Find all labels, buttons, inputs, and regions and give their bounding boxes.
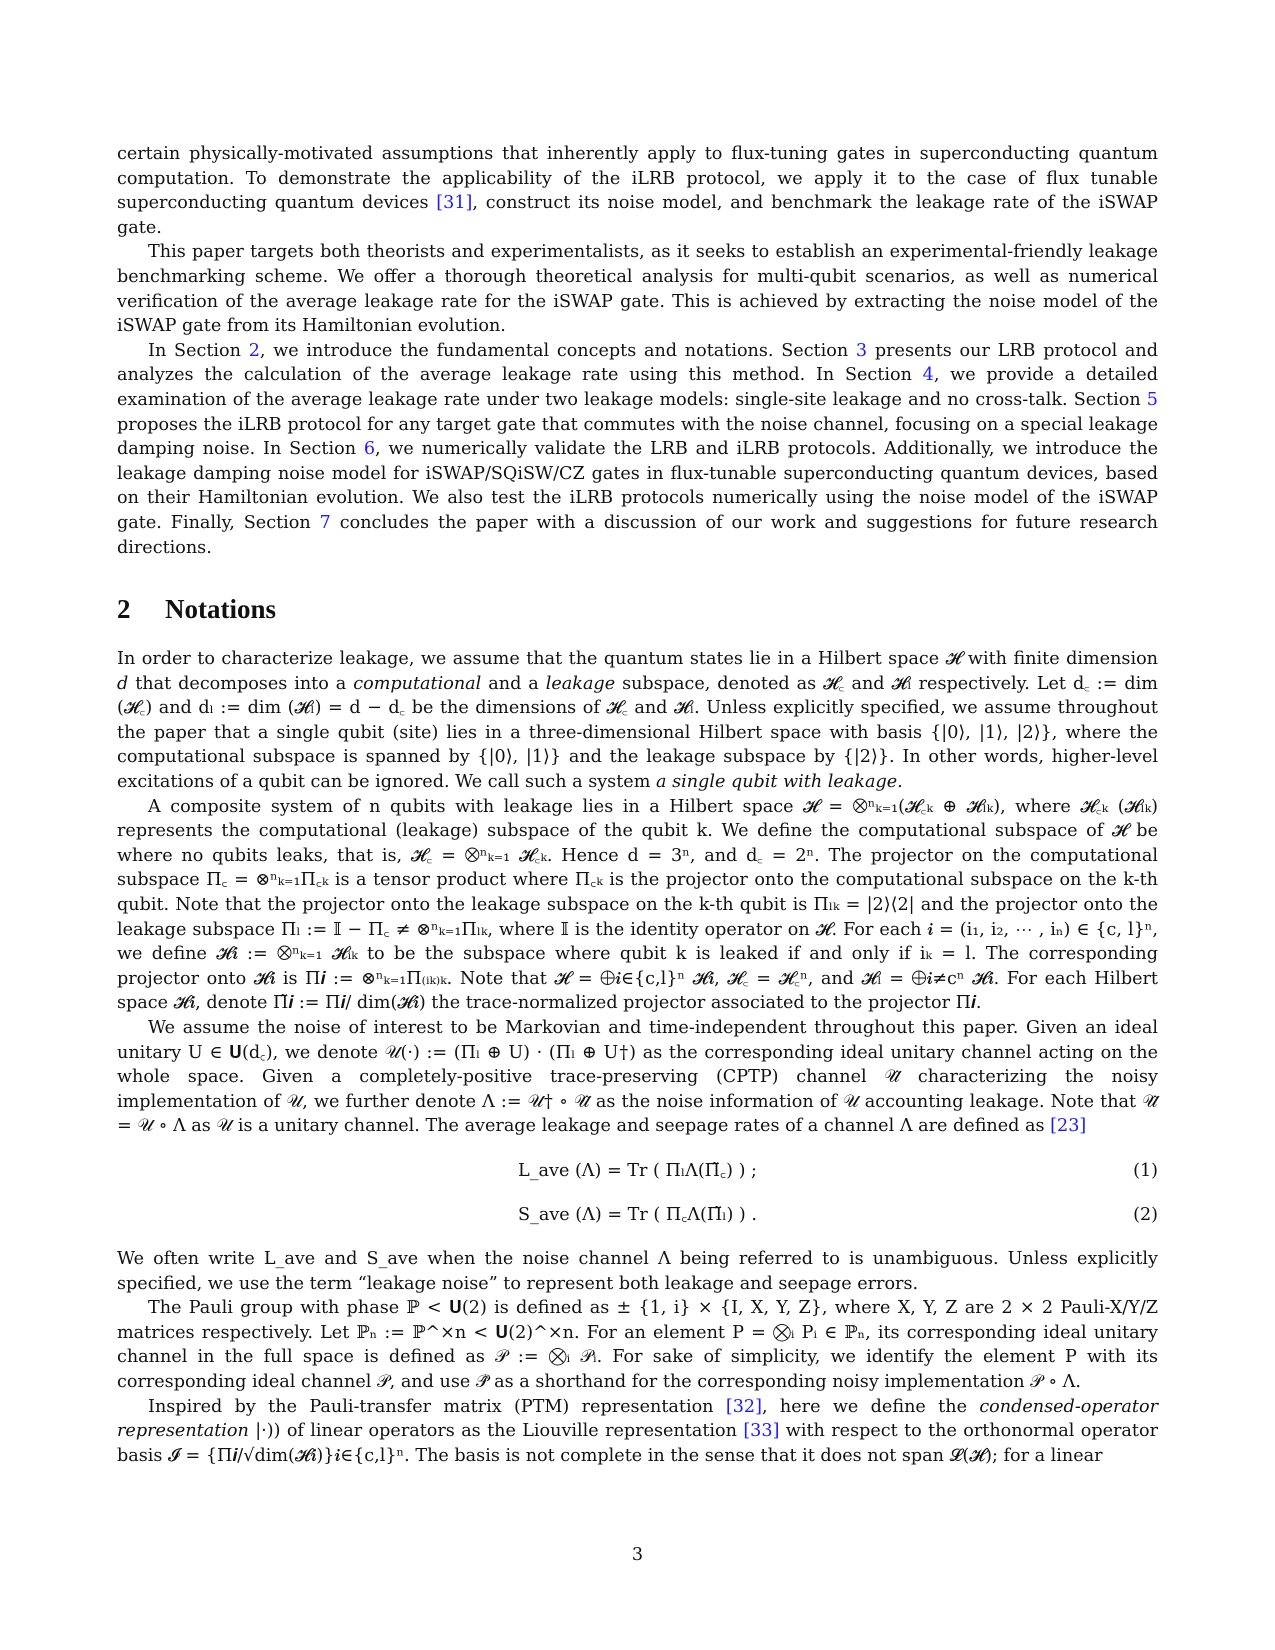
text-run: and a: [481, 673, 546, 694]
equation-row: [117, 1193, 1158, 1237]
equation-row: [117, 1149, 1158, 1193]
text-run: A composite system of n qubits with leakage lies in a Hilbert space 𝓗 = ⨂ⁿₖ₌₁(𝓗꜀ₖ ⊕ 𝓗ₗₖ), where 𝓗꜀ₖ (𝓗ₗₖ) represents the computational (leakage) subspace of the qubit k. We define the computational subspace of 𝓗 be where no qubits leaks, that is, 𝓗꜀ = ⨂ⁿₖ₌₁ 𝓗꜀ₖ. Hence d = 3ⁿ, and d꜀ = 2ⁿ. The projector on the computational subspace Π꜀ = ⊗ⁿₖ₌₁Π꜀ₖ is a tensor product where Π꜀ₖ is the projector onto the computational subspace on the k-th qubit. Note that the projector onto the leakage subspace on the k-th qubit is Πₗₖ = |2⟩⟨2| and the projector onto the leakage subspace Πₗ := 𝕀 − Π꜀ ≠ ⊗ⁿₖ₌₁Πₗₖ, where 𝕀 is the identity operator on 𝓗. For each 𝒊 = (i₁, i₂, ⋯ , iₙ) ∈ {c, l}ⁿ, we define 𝓗𝒊 := ⨂ⁿₖ₌₁ 𝓗ᵢₖ to be the subspace where qubit k is leaked if and only if iₖ = l. The corresponding projector onto 𝓗𝒊 is Π𝒊 := ⊗ⁿₖ₌₁Π₍ᵢₖ₎ₖ. Note that 𝓗 = ⨁𝒊∈{c,l}ⁿ 𝓗𝒊, 𝓗꜀ = 𝓗꜀ⁿ, and 𝓗ₗ = ⨁𝒊≠cⁿ 𝓗𝒊. For each Hilbert space 𝓗𝒊, denote Π̃𝒊 := Π𝒊/ dim(𝓗𝒊) the trace-normalized projector associated to the projector Π𝒊.: [117, 796, 1158, 1014]
emphasized-text: condensed-operator representation: [117, 1396, 1158, 1442]
citation-link[interactable]: 5: [1146, 389, 1158, 410]
citation-link[interactable]: [32]: [725, 1396, 762, 1417]
citation-link[interactable]: 3: [855, 340, 868, 361]
citation-link[interactable]: [31]: [436, 193, 473, 214]
paragraph-intro-continued: [117, 142, 1158, 240]
paragraph-noise-assumption: [117, 1016, 1158, 1139]
citation-link[interactable]: 2: [248, 340, 260, 361]
text-run: proposes the iLRB protocol for any target gate that commutes with the noise channel, focusing on a special leakage damping noise. In Section: [117, 414, 1158, 460]
section-number: 2: [117, 594, 131, 625]
citation-link[interactable]: [33]: [743, 1421, 780, 1442]
paragraph-pauli-group: [117, 1296, 1158, 1394]
paragraph-audience: [117, 240, 1158, 338]
text-run: , here we define the: [761, 1396, 980, 1417]
paragraph-condensed-operator: [117, 1395, 1158, 1469]
text-run: We assume the noise of interest to be Markovian and time-independent throughout this paper. Given an ideal unitary U ∈ 𝐔(d꜀), we denote 𝒰(·) := (Πₗ ⊕ U) · (Πₗ ⊕ U†) as the corresponding ideal unitary channel acting on the whole space. Given a completely-positive trace-preserving (CPTP) channel 𝒰̂ characterizing the noisy implementation of 𝒰, we further denote Λ := 𝒰† ∘ 𝒰̂ as the noise information of 𝒰 accounting leakage. Note that 𝒰̂ = 𝒰 ∘ Λ as 𝒰 is a unitary channel. The average leakage and seepage rates of a channel Λ are defined as: [117, 1018, 1158, 1137]
text-run: certain physically-motivated assumptions that inherently apply to flux-tuning gates in superconducting quantum computation. To demonstrate the applicability of the iLRB protocol, we apply it to the case of flux tunable superconducting quantum devices: [117, 144, 1158, 214]
text-run: In Section: [148, 340, 249, 361]
text-run: presents our LRB protocol and analyzes the calculation of the average leakage rate using this method. In Section: [117, 340, 1159, 386]
paragraph-composite-system: [117, 795, 1158, 1016]
text-run: The Pauli group with phase ℙ < 𝐔(2) is defined as ± {1, i} × {I, X, Y, Z}, where X, Y, Z are 2 × 2 Pauli-X/Y/Z matrices respectively. Let ℙₙ := ℙ^×n < 𝐔(2)^×n. For an element P = ⨂ᵢ Pᵢ ∈ ℙₙ, its corresponding ideal unitary channel in the full space is defined as 𝒫 := ⨂ᵢ 𝒫ᵢ. For sake of simplicity, we identify the element P with its corresponding ideal channel 𝒫, and use 𝒫̂ as a shorthand for the corresponding noisy implementation 𝒫 ∘ Λ.: [117, 1298, 1158, 1392]
text-run: |·)) of linear operators as the Liouville representation: [248, 1421, 744, 1442]
equation-leakage-rate: L_ave (Λ) = Tr ( ΠₗΛ(Π̃꜀) ) ;: [518, 1160, 757, 1181]
emphasized-text: computational: [353, 673, 482, 694]
paper-body: [117, 142, 1158, 1468]
text-run: We often write L_ave and S_ave when the noise channel Λ being referred to is unambiguous. Unless explicitly specified, we use the term “leakage noise” to represent both leakage and seepage errors.: [117, 1248, 1158, 1294]
citation-link[interactable]: 7: [319, 512, 331, 533]
paragraph-notation-shorthand: [117, 1247, 1158, 1296]
text-run: , construct its noise model, and benchmark the leakage rate of the iSWAP gate.: [117, 193, 1158, 238]
equation-block: [117, 1149, 1158, 1237]
paragraph-outline: [117, 339, 1158, 560]
section-heading: [117, 594, 1158, 625]
equation-number: (1): [1133, 1160, 1158, 1181]
section-title: Notations: [165, 594, 277, 625]
page-number: 3: [631, 1545, 644, 1565]
equation-seepage-rate: S_ave (Λ) = Tr ( Π꜀Λ(Π̃ₗ) ) .: [518, 1204, 757, 1225]
text-run: Inspired by the Pauli-transfer matrix (PTM) representation: [148, 1396, 726, 1417]
text-run: , we numerically validate the LRB and iLRB protocols. Additionally, we introduce the leakage damping noise model for iSWAP/SQiSW/CZ gates in flux-tunable superconducting quantum devices, based on their Hamiltonian evolution. We also test the iLRB protocols numerically using the noise model of the iSWAP gate. Finally, Section: [117, 439, 1159, 533]
equation-number: (2): [1133, 1204, 1158, 1225]
citation-link[interactable]: 4: [922, 365, 934, 386]
citation-link[interactable]: 6: [363, 439, 376, 460]
paragraph-leakage-definition: [117, 647, 1158, 795]
emphasized-text: a single qubit with leakage.: [655, 772, 903, 793]
text-run: , we introduce the fundamental concepts and notations. Section: [259, 340, 856, 361]
text-run: subspace, denoted as 𝓗꜀ and 𝓗ₗ respectively. Let d꜀ := dim (𝓗꜀) and dₗ := dim (𝓗ₗ) = d − d꜀ be the dimensions of 𝓗꜀ and 𝓗ₗ. Unless explicitly specified, we assume throughout the paper that a single qubit (site) lies in a three-dimensional Hilbert space with basis {|0⟩, |1⟩, |2⟩}, where the computational subspace is spanned by {|0⟩, |1⟩} and the leakage subspace by {|2⟩}. In other words, higher-level excitations of a qubit can be ignored. We call such a system: [117, 673, 1158, 793]
text-run: , we provide a detailed examination of the average leakage rate under two leakage models: single-site leakage and no cross-talk. Section: [117, 365, 1158, 410]
text-run: In order to characterize leakage, we assume that the quantum states lie in a Hilbert space 𝓗 with finite dimension 𝑑 that decomposes into a: [117, 649, 1158, 694]
text-run: This paper targets both theorists and experimentalists, as it seeks to establish an experimental-friendly leakage benchmarking scheme. We offer a thorough theoretical analysis for multi-qubit scenarios, as well as numerical verification of the average leakage rate for the iSWAP gate. This is achieved by extracting the noise model of the iSWAP gate from its Hamiltonian evolution.: [117, 242, 1158, 337]
text-run: with respect to the orthonormal operator basis 𝓘 = {Π𝒊/√dim(𝓗𝒊)}𝒊∈{c,l}ⁿ. The basis is not complete in the sense that it does not span 𝓛(𝓗); for a linear: [117, 1421, 1158, 1466]
emphasized-text: leakage: [545, 673, 616, 694]
text-run: concludes the paper with a discussion of our work and suggestions for future research directions.: [117, 512, 1159, 558]
citation-link[interactable]: [23]: [1050, 1116, 1087, 1137]
